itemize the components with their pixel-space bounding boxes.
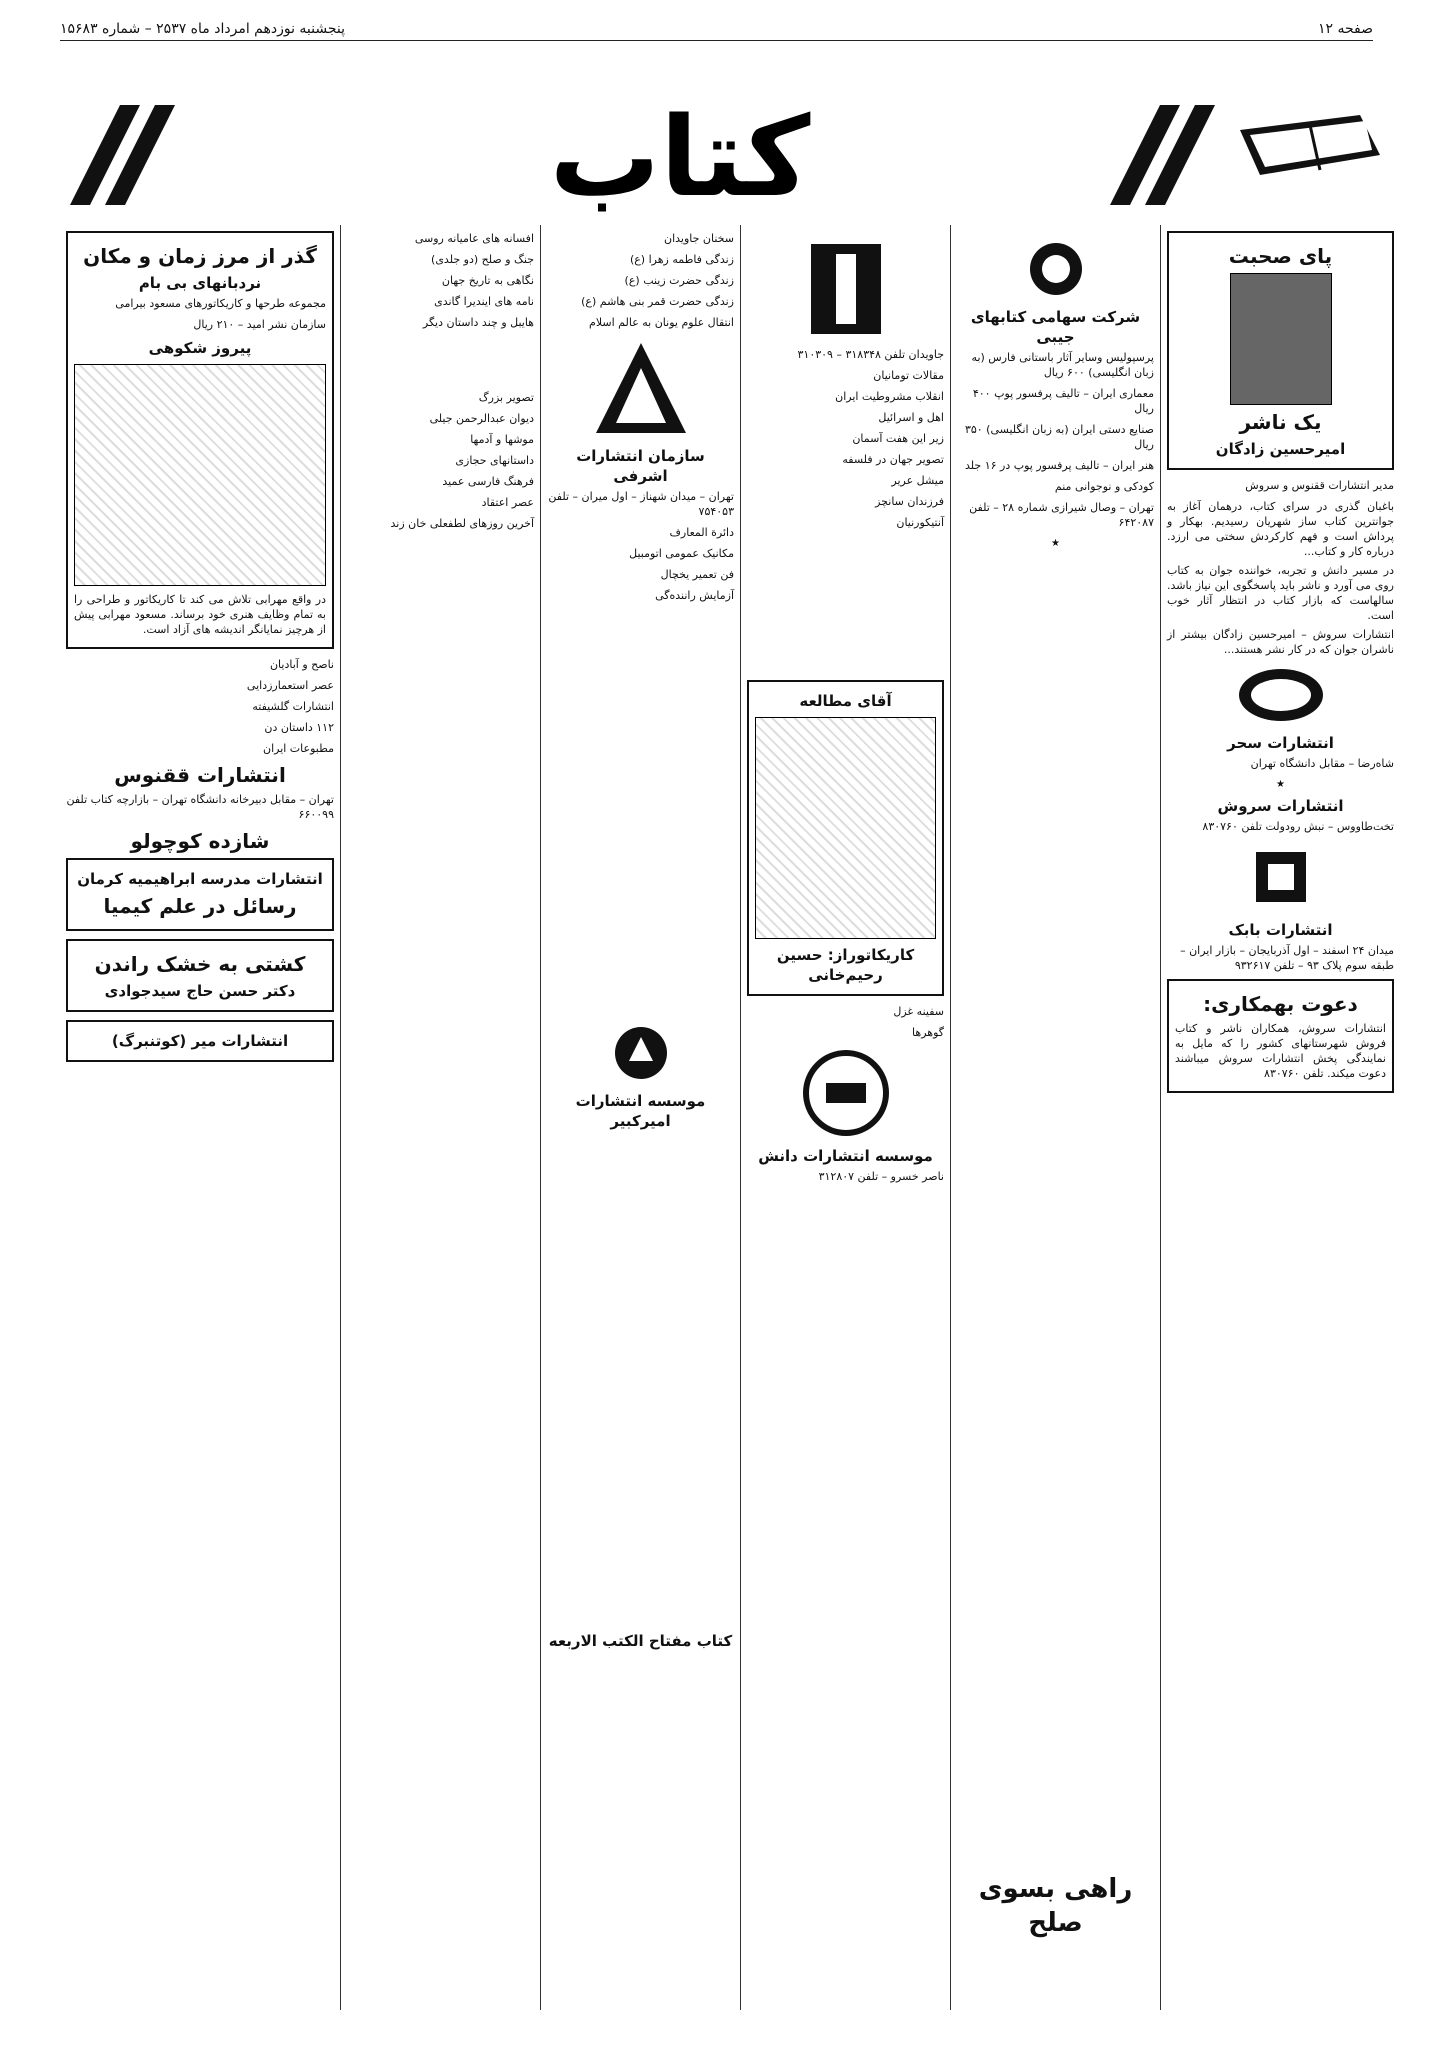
column-javidan bbox=[740, 225, 950, 2010]
sahar-address: شاه‌رضا – مقابل دانشگاه تهران bbox=[1250, 757, 1394, 770]
date-line: پنجشنبه نوزدهم امرداد ماه ۲۵۳۷ – شماره ۱۵۶۸۳ bbox=[60, 21, 346, 37]
ashrafi-address: تهران – میدان شهناز – اول میران – تلفن ۷۵۴۰۵۳ bbox=[548, 490, 734, 518]
ashrafi-name: سازمان انتشارات اشرفی bbox=[576, 447, 705, 485]
banner-title: کتاب bbox=[549, 95, 811, 215]
feature-sub-2: مجموعه طرحها و کاریکاتورهای مسعود بیرامی bbox=[115, 297, 326, 310]
book-item: زندگی فاطمه زهرا (ع) bbox=[629, 253, 734, 266]
book-item: آخرین روزهای لطفعلی خان زند bbox=[390, 517, 534, 530]
columns bbox=[60, 225, 1400, 2010]
kerman-name: انتشارات مدرسه ابراهیمیه کرمان bbox=[77, 870, 323, 888]
feature-sub-3: سازمان نشر امید – ۲۱۰ ریال bbox=[193, 318, 326, 331]
interview-title: پای صحبت bbox=[1228, 244, 1333, 268]
banner-graphic bbox=[60, 95, 1400, 215]
mir-box bbox=[66, 1020, 334, 1062]
column-publisher-talk bbox=[1160, 225, 1400, 2010]
book-item: انتشارات گلشیفته bbox=[252, 700, 334, 713]
book-item: ناصح و آبادیان bbox=[269, 658, 334, 671]
interview-para-2: در مسیر دانش و تجربه، خواننده جوان به کتاب روی می آورد و ناشر باید پاسخگوی این نیاز باشد. سالهاست که بازار کتاب در انتظار آثار خوب است. bbox=[1167, 564, 1394, 622]
feature-author: پیروز شکوهی bbox=[148, 339, 252, 357]
book-item: دیوان عبدالرحمن جیلی bbox=[429, 412, 534, 425]
book-item: آنتیکورنیان bbox=[896, 516, 944, 529]
book-item: فرهنگ فارسی عمید bbox=[442, 475, 534, 488]
ghoghnoos-address: تهران – مقابل دبیرخانه دانشگاه تهران – بازارچه کتاب تلفن ۶۶۰۰۹۹ bbox=[66, 793, 334, 821]
section-banner bbox=[60, 95, 1400, 215]
book-item: جنگ و صلح (دو جلدی) bbox=[431, 253, 534, 266]
book-item: زندگی حضرت زینب (ع) bbox=[624, 274, 734, 287]
kerman-box bbox=[66, 858, 334, 931]
book-item: ۱۱۲ داستان دن bbox=[264, 721, 334, 734]
interview-intro: باغبان گذری در سرای کتاب، درهمان آغاز به جوانترین کتاب ساز شهریان رسیدیم. بهکار و پرداش است و فهم کارکردش سختی می ارزد. درباره کار و کتاب... bbox=[1167, 500, 1394, 558]
book-item: انتقال علوم یونان به عالم اسلام bbox=[589, 316, 734, 329]
danesh-name: موسسه انتشارات دانش bbox=[758, 1147, 933, 1165]
publisher-photo bbox=[1230, 273, 1332, 405]
feature-box bbox=[66, 231, 334, 649]
cartoon-caption: کاریکاتوراز: حسین رحیم‌خانی bbox=[776, 946, 915, 984]
amirkabir-name: موسسه انتشارات امیرکبیر bbox=[575, 1092, 706, 1130]
javidan-phone: جاویدان تلفن ۳۱۸۳۴۸ – ۳۱۰۳۰۹ bbox=[797, 348, 944, 361]
book-item: میشل عریر bbox=[891, 474, 944, 487]
book-item: صنایع دستی ایران (به زبان انگلیسی) ۳۵۰ ریال bbox=[964, 423, 1154, 451]
book-item: تصویر بزرگ bbox=[478, 391, 534, 404]
invite-text: انتشارات سروش، همکاران ناشر و کتاب فروش شهرستانهای کشور را که مایل به نمایندگی پخش انتشارات سروش میباشند دعوت میکند. تلفن ۸۳۰۷۶۰ bbox=[1175, 1022, 1386, 1080]
babak-address: میدان ۲۴ اسفند – اول آذربایجان – بازار ایران – طبقه سوم پلاک ۹۳ – تلفن ۹۳۲۶۱۷ bbox=[1180, 944, 1394, 972]
book-item: فن تعمیر یخچال bbox=[660, 568, 734, 581]
book-item: گوهرها bbox=[912, 1026, 944, 1039]
book-item: سخنان جاویدان bbox=[664, 232, 734, 245]
kashti-box bbox=[66, 939, 334, 1012]
mir-name: انتشارات میر (کوتنبرگ) bbox=[111, 1032, 289, 1050]
book-item: عصر استعمارزدایی bbox=[246, 679, 334, 692]
ashrafi-logo-icon bbox=[591, 338, 691, 438]
invite-title: دعوت بهمکاری: bbox=[1203, 992, 1358, 1016]
book-item: هایبل و چند داستان دیگر bbox=[422, 316, 534, 329]
feature-sub: نردبانهای بی بام bbox=[138, 274, 262, 292]
publisher-role: مدیر انتشارات ققنوس و سروش bbox=[1245, 479, 1394, 492]
book-item: سفینه غزل bbox=[893, 1005, 944, 1018]
sahar-logo-icon bbox=[1236, 665, 1326, 725]
meftah-title: کتاب مفتاح الکتب الاربعه bbox=[548, 1632, 733, 1650]
publisher-name: امیرحسین زادگان bbox=[1215, 440, 1346, 458]
ghoghnoos-name: انتشارات ققنوس bbox=[114, 763, 286, 787]
book-item: آزمایش راننده‌گی bbox=[655, 589, 734, 602]
book-icon bbox=[1240, 115, 1380, 175]
book-item: تهران – وصال شیرازی شماره ۲۸ – تلفن ۶۴۲۰۸۷ bbox=[969, 501, 1154, 529]
book-item: مقالات تومانیان bbox=[873, 369, 944, 382]
babak-logo-icon bbox=[1246, 842, 1316, 912]
book-item: مطبوعات ایران bbox=[262, 742, 334, 755]
book-item: هنر ایران – تالیف پرفسور پوپ در ۱۶ جلد bbox=[964, 459, 1154, 472]
page-number: صفحه ۱۲ bbox=[1317, 21, 1373, 37]
peace-title: راهی بسوی صلح bbox=[978, 1874, 1133, 1938]
pocket-books-logo-icon bbox=[1026, 239, 1086, 299]
danesh-phone: ناصر خسرو – تلفن ۳۱۲۸۰۷ bbox=[818, 1170, 944, 1183]
cartoon-box bbox=[747, 680, 944, 996]
book-item: اهل و اسرائیل bbox=[878, 411, 944, 424]
sahar-name: انتشارات سحر bbox=[1227, 734, 1334, 752]
feature-title: گذر از مرز زمان و مکان bbox=[83, 244, 317, 268]
cartoon-title: آقای مطالعه bbox=[799, 692, 892, 710]
book-item: انقلاب مشروطیت ایران bbox=[835, 390, 944, 403]
soroush-address: تخت‌طاووس – نبش رودولت تلفن ۸۳۰۷۶۰ bbox=[1202, 820, 1394, 833]
book-item: نامه های ایندیرا گاندی bbox=[434, 295, 534, 308]
pocket-books-name: شرکت سهامی کتابهای جیبی bbox=[970, 308, 1141, 346]
book-item: زیر این هفت آسمان bbox=[852, 432, 944, 445]
column-book-list bbox=[340, 225, 540, 2010]
book-item: داستانهای حجازی bbox=[455, 454, 534, 467]
divider-star: ★ bbox=[1051, 538, 1060, 549]
book-item: دائرة المعارف bbox=[669, 526, 734, 539]
kimia-title: رسائل در علم کیمیا bbox=[103, 894, 297, 918]
danesh-logo-icon bbox=[801, 1048, 891, 1138]
divider-star: ★ bbox=[1276, 779, 1285, 790]
interview-title-2: یک ناشر bbox=[1239, 410, 1322, 434]
book-item: زندگی حضرت قمر بنی هاشم (ع) bbox=[581, 295, 734, 308]
book-item: موشها و آدمها bbox=[470, 433, 534, 446]
book-item: افسانه های عامیانه روسی bbox=[414, 232, 534, 245]
little-prince-title: شازده کوچولو bbox=[130, 829, 270, 853]
book-item: پرسپولیس وسایر آثار باستانی فارس (به زبان انگلیسی) ۶۰۰ ریال bbox=[971, 351, 1154, 379]
invite-box bbox=[1167, 979, 1394, 1093]
page-header bbox=[60, 18, 1373, 41]
caricature-image bbox=[74, 364, 326, 586]
book-item: نگاهی به تاریخ جهان bbox=[441, 274, 534, 287]
column-ashrafi bbox=[540, 225, 740, 2010]
column-pocket-books bbox=[950, 225, 1160, 2010]
kashti-author: دکتر حسن حاج سیدجوادی bbox=[104, 982, 296, 1000]
amirkabir-logo-icon bbox=[611, 1023, 671, 1083]
cartoon-image bbox=[755, 717, 936, 939]
interview-para-3: انتشارات سروش – امیرحسین زادگان بیشتر از ناشران جوان که در کار نشر هستند... bbox=[1167, 628, 1394, 656]
book-item: مکانیک عمومی اتومبیل bbox=[629, 547, 734, 560]
book-item: کودکی و نوجوانی منم bbox=[1054, 480, 1154, 493]
column-time-space bbox=[60, 225, 340, 2010]
javidan-logo-icon bbox=[806, 239, 886, 339]
interview-box bbox=[1167, 231, 1394, 470]
babak-name: انتشارات بابک bbox=[1228, 921, 1333, 939]
feature-text: در واقع مهرابی تلاش می کند تا کاریکاتور و طراحی را به تمام وظایف هنری خود برساند. مسعود مهرابی پیش از هرچیز نمایانگر اندیشه های آزاد است. bbox=[74, 593, 326, 636]
book-item: تصویر جهان در فلسفه bbox=[842, 453, 944, 466]
kashti-title: کشتی به خشک راندن bbox=[94, 952, 306, 976]
book-item: عصر اعتقاد bbox=[481, 496, 534, 509]
book-item: فرزندان سانچز bbox=[875, 495, 944, 508]
soroush-name: انتشارات سروش bbox=[1217, 797, 1344, 815]
book-item: معماری ایران – تالیف پرفسور پوپ ۴۰۰ ریال bbox=[972, 387, 1154, 415]
